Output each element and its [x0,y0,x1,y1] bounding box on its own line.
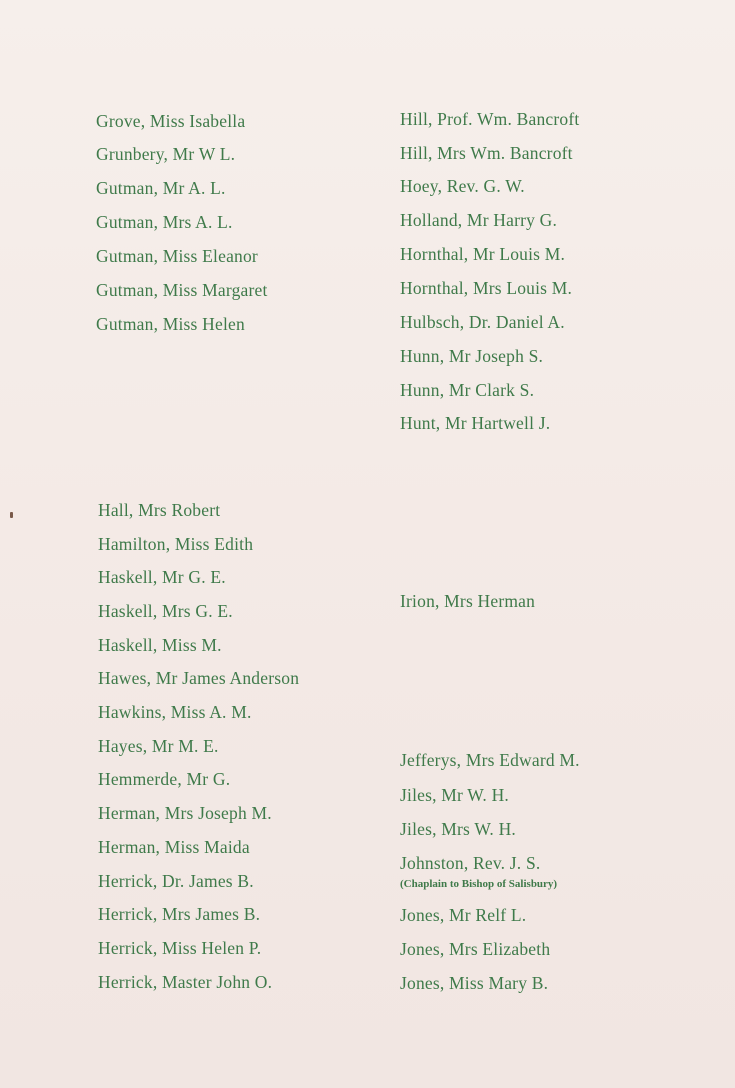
list-item: Hunt, Mr Hartwell J. [400,413,551,433]
list-item: Jiles, Mr W. H. [400,785,509,805]
list-item: Haskell, Miss M. [98,635,222,655]
list-item: Hunn, Mr Joseph S. [400,346,544,366]
list-item: Herrick, Dr. James B. [98,871,254,891]
list-item: Haskell, Mr G. E. [98,567,226,587]
list-item: Hayes, Mr M. E. [98,736,219,756]
list-item: Hill, Mrs Wm. Bancroft [400,143,573,163]
list-item: Irion, Mrs Herman [400,591,536,611]
list-item: Jiles, Mrs W. H. [400,819,516,839]
list-item: Jones, Miss Mary B. [400,973,549,993]
list-item: Hall, Mrs Robert [98,500,221,520]
list-item: Herrick, Mrs James B. [98,904,261,924]
list-item: Herrick, Miss Helen P. [98,938,262,958]
paper-speck [10,512,13,518]
list-item: Jones, Mr Relf L. [400,905,527,925]
list-item: Jones, Mrs Elizabeth [400,939,551,959]
list-item: Hemmerde, Mr G. [98,769,231,789]
list-item: Hunn, Mr Clark S. [400,380,535,400]
list-item: Herman, Mrs Joseph M. [98,803,272,823]
list-item: Haskell, Mrs G. E. [98,601,233,621]
list-item: Gutman, Miss Helen [96,314,245,334]
list-item: Holland, Mr Harry G. [400,210,558,230]
list-item: Hornthal, Mrs Louis M. [400,278,573,298]
list-item-note: (Chaplain to Bishop of Salisbury) [400,878,558,890]
list-item: Hulbsch, Dr. Daniel A. [400,312,565,332]
list-item: Gutman, Miss Margaret [96,280,268,300]
list-item: Hornthal, Mr Louis M. [400,244,566,264]
list-item: Gutman, Miss Eleanor [96,246,258,266]
list-item: Grove, Miss Isabella [96,111,246,131]
list-item: Herman, Miss Maida [98,837,250,857]
list-item: Hawkins, Miss A. M. [98,702,252,722]
list-item: Johnston, Rev. J. S. [400,853,541,873]
list-item: Hawes, Mr James Anderson [98,668,300,688]
list-item: Grunbery, Mr W L. [96,144,236,164]
list-item: Hamilton, Miss Edith [98,534,254,554]
list-item: Jefferys, Mrs Edward M. [400,750,580,770]
list-item: Hill, Prof. Wm. Bancroft [400,109,580,129]
list-item: Herrick, Master John O. [98,972,273,992]
list-item: Gutman, Mrs A. L. [96,212,233,232]
list-item: Gutman, Mr A. L. [96,178,226,198]
list-item: Hoey, Rev. G. W. [400,176,525,196]
